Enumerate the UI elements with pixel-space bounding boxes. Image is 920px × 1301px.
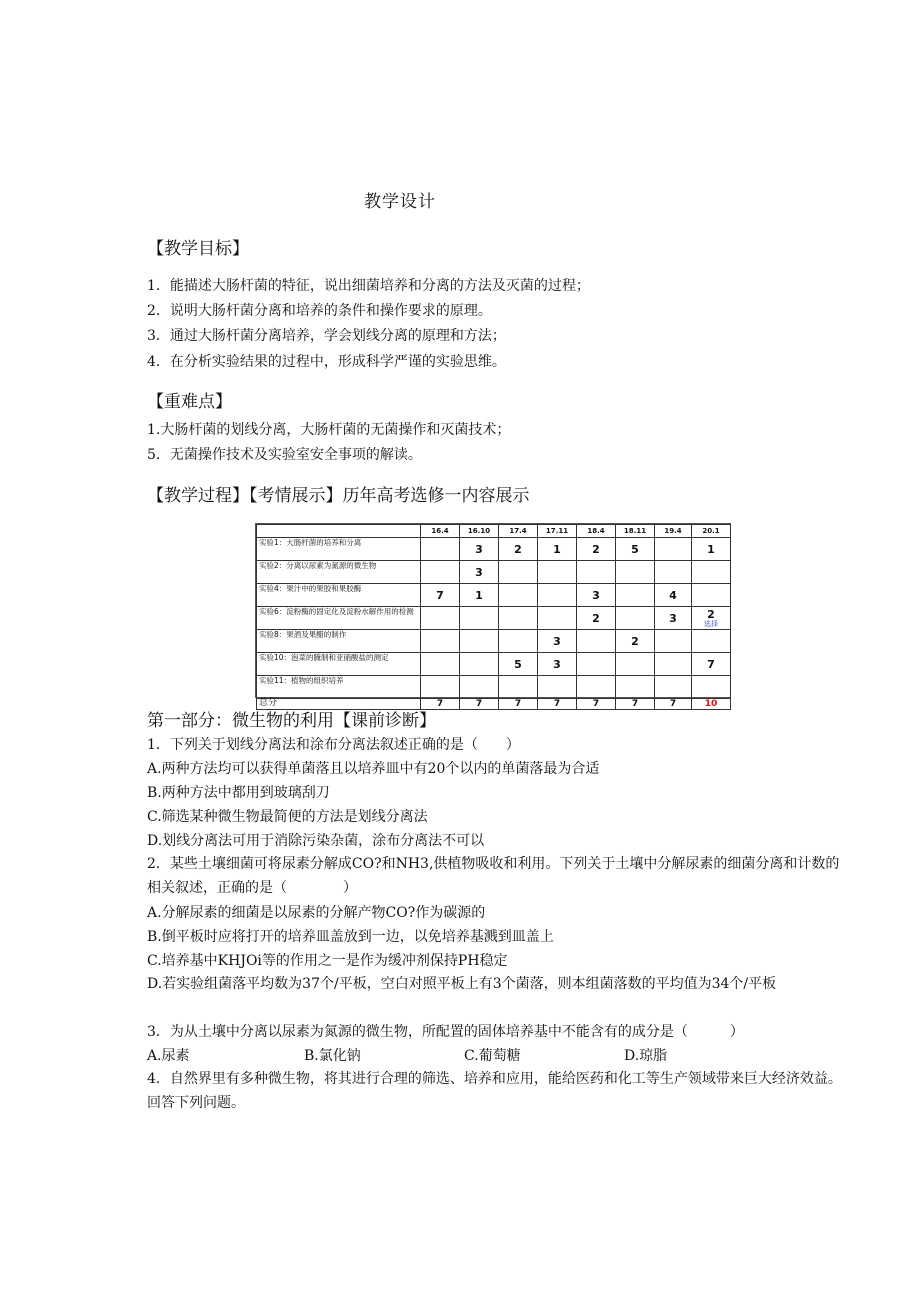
document-title: 教学设计: [364, 192, 436, 212]
table-cell: [421, 676, 460, 699]
table-cell: 7: [421, 584, 460, 607]
exam-table: [256, 524, 731, 710]
table-cell: [616, 676, 655, 699]
table-cell: 3: [538, 630, 577, 653]
q3-stem: 3．为从土壤中分离以尿素为氮源的微生物，所配置的固体培养基中不能含有的成分是（ ）: [147, 1024, 744, 1040]
table-cell: [499, 676, 538, 699]
process-heading: 【教学过程】【考情展示】历年高考选修一内容展示: [147, 486, 530, 506]
table-cell: [616, 653, 655, 676]
q2-option-d: D.若实验组菌落平均数为37个/平板，空白对照平板上有3个菌落，则本组菌落数的平均值为34个/平板: [147, 976, 777, 992]
row-label: 实验10：泡菜的腌制和亚硝酸盐的测定: [257, 653, 421, 676]
q2-option-c: C.培养基中KHJOi等的作用之一是作为缓冲剂保持PH稳定: [147, 953, 508, 969]
table-row: [257, 630, 731, 653]
header-cell: 17.4: [499, 525, 538, 538]
table-cell: [692, 607, 731, 630]
q3-option-d: D.琼脂: [624, 1048, 668, 1064]
header-cell: 17.11: [538, 525, 577, 538]
total-cell: 7: [577, 699, 616, 710]
key-points-heading: 【重难点】: [147, 392, 232, 412]
table-cell: [655, 538, 692, 561]
table-cell: [460, 607, 499, 630]
table-cell: 3: [655, 607, 692, 630]
q1-option-a: A.两种方法均可以获得单菌落且以培养皿中有20个以内的单菌落最为合适: [147, 761, 600, 777]
header-cell: 16.4: [421, 525, 460, 538]
choice-note: 选择: [704, 620, 718, 628]
q3-option-b: B.氯化钠: [304, 1048, 361, 1064]
table-cell: [421, 561, 460, 584]
table-cell: 1: [460, 584, 499, 607]
table-cell: 3: [577, 584, 616, 607]
cell-value: 2: [707, 608, 715, 621]
total-cell: 7: [655, 699, 692, 710]
header-cell: 18.11: [616, 525, 655, 538]
table-cell: [538, 561, 577, 584]
q3-options: [147, 1045, 667, 1065]
table-cell: [421, 538, 460, 561]
table-cell: [499, 584, 538, 607]
q1-stem: 1．下列关于划线分离法和涂布分离法叙述正确的是（ ）: [147, 737, 520, 753]
table-cell: [421, 630, 460, 653]
table-cell: [655, 561, 692, 584]
table-cell: [460, 630, 499, 653]
objective-item: 1．能描述大肠杆菌的特征，说出细菌培养和分离的方法及灭菌的过程；: [147, 278, 590, 294]
header-cell: 20.1: [692, 525, 731, 538]
table-cell: [616, 561, 655, 584]
table-cell: [538, 607, 577, 630]
table-cell: 1: [692, 538, 731, 561]
q4-stem: 4．自然界里有多种微生物，将其进行合理的筛选、培养和应用，能给医药和化工等生产领域带来巨大经济效益。回答下列问题。: [147, 1071, 842, 1111]
table-cell: [692, 630, 731, 653]
table-cell: [460, 676, 499, 699]
q2-option-a: A.分解尿素的细菌是以尿素的分解产物CO?作为碳源的: [147, 905, 486, 921]
row-label: 实验11：植物的组织培养: [257, 676, 421, 699]
table-row: [257, 607, 731, 630]
row-label: 实验2：分离以尿素为氮源的微生物: [257, 561, 421, 584]
header-cell: 19.4: [655, 525, 692, 538]
row-label: 实验1：大肠杆菌的培养和分离: [257, 538, 421, 561]
table-cell: [577, 653, 616, 676]
header-cell: 18.4: [577, 525, 616, 538]
q1-option-d: D.划线分离法可用于消除污染杂菌，涂布分离法不可以: [147, 833, 485, 849]
total-label: 总分: [257, 699, 421, 710]
table-cell: 4: [655, 584, 692, 607]
table-cell: [421, 653, 460, 676]
q1-option-b: B.两种方法中都用到玻璃刮刀: [147, 785, 330, 801]
table-cell: [692, 584, 731, 607]
table-cell: [655, 630, 692, 653]
table-cell: [692, 676, 731, 699]
total-cell: 7: [616, 699, 655, 710]
table-cell: 3: [460, 538, 499, 561]
table-cell: [577, 676, 616, 699]
table-cell: [616, 584, 655, 607]
q1-option-c: C.筛选某种微生物最简便的方法是划线分离法: [147, 809, 428, 825]
table-cell: [460, 653, 499, 676]
row-label: 实验4：果汁中的果胶和果胶酶: [257, 584, 421, 607]
exam-table-image: [255, 523, 731, 709]
table-cell: 3: [460, 561, 499, 584]
objective-item: 3．通过大肠杆菌分离培养，学会划线分离的原理和方法；: [147, 328, 506, 344]
table-cell: [499, 561, 538, 584]
table-cell: [421, 607, 460, 630]
objectives-heading: 【教学目标】: [147, 239, 249, 259]
part1-heading: 第一部分：微生物的利用【课前诊断】: [147, 711, 436, 731]
key-point-item: 1.大肠杆菌的划线分离，大肠杆菌的无菌操作和灭菌技术；: [147, 422, 511, 438]
table-row: [257, 653, 731, 676]
table-cell: 5: [499, 653, 538, 676]
table-row: [257, 584, 731, 607]
table-row: [257, 538, 731, 561]
total-cell: 7: [460, 699, 499, 710]
table-cell: 2: [616, 630, 655, 653]
key-point-item: 5．无菌操作技术及实验室安全事项的解读。: [147, 447, 422, 463]
table-cell: 2: [577, 607, 616, 630]
table-cell: 1: [538, 538, 577, 561]
table-cell: [499, 607, 538, 630]
table-row: [257, 561, 731, 584]
q3-option-c: C.葡萄糖: [464, 1048, 521, 1064]
total-cell: 7: [421, 699, 460, 710]
header-cell: 16.10: [460, 525, 499, 538]
table-cell: 5: [616, 538, 655, 561]
objective-item: 4．在分析实验结果的过程中，形成科学严谨的实验思维。: [147, 354, 506, 370]
table-cell: [692, 561, 731, 584]
table-cell: [577, 630, 616, 653]
table-cell: 2: [499, 538, 538, 561]
objective-item: 2．说明大肠杆菌分离和培养的条件和操作要求的原理。: [147, 303, 492, 319]
q2-stem: 2．某些土壤细菌可将尿素分解成CO?和NH3,供植物吸收和利用。下列关于土壤中分解尿素的细菌分离和计数的相关叙述，正确的是（ ）: [147, 856, 840, 896]
table-cell: [538, 584, 577, 607]
table-cell: [499, 630, 538, 653]
table-cell: [616, 607, 655, 630]
table-cell: 3: [538, 653, 577, 676]
table-cell: [577, 561, 616, 584]
q2-option-b: B.倒平板时应将打开的培养皿盖放到一边，以免培养基溅到皿盖上: [147, 929, 554, 945]
total-cell-highlight: 10: [692, 699, 731, 710]
table-row: [257, 676, 731, 699]
table-cell: 7: [692, 653, 731, 676]
table-cell: [538, 676, 577, 699]
table-cell: 2: [577, 538, 616, 561]
row-label: 实验8：果酒及果醋的制作: [257, 630, 421, 653]
header-corner: [257, 525, 421, 538]
total-cell: 7: [499, 699, 538, 710]
table-cell: [655, 653, 692, 676]
table-cell: [655, 676, 692, 699]
total-cell: 7: [538, 699, 577, 710]
q3-option-a: A.尿素: [147, 1048, 190, 1064]
row-label: 实验6：淀粉酶的固定化及淀粉水解作用的检测: [257, 607, 421, 630]
table-header-row: [257, 525, 731, 538]
